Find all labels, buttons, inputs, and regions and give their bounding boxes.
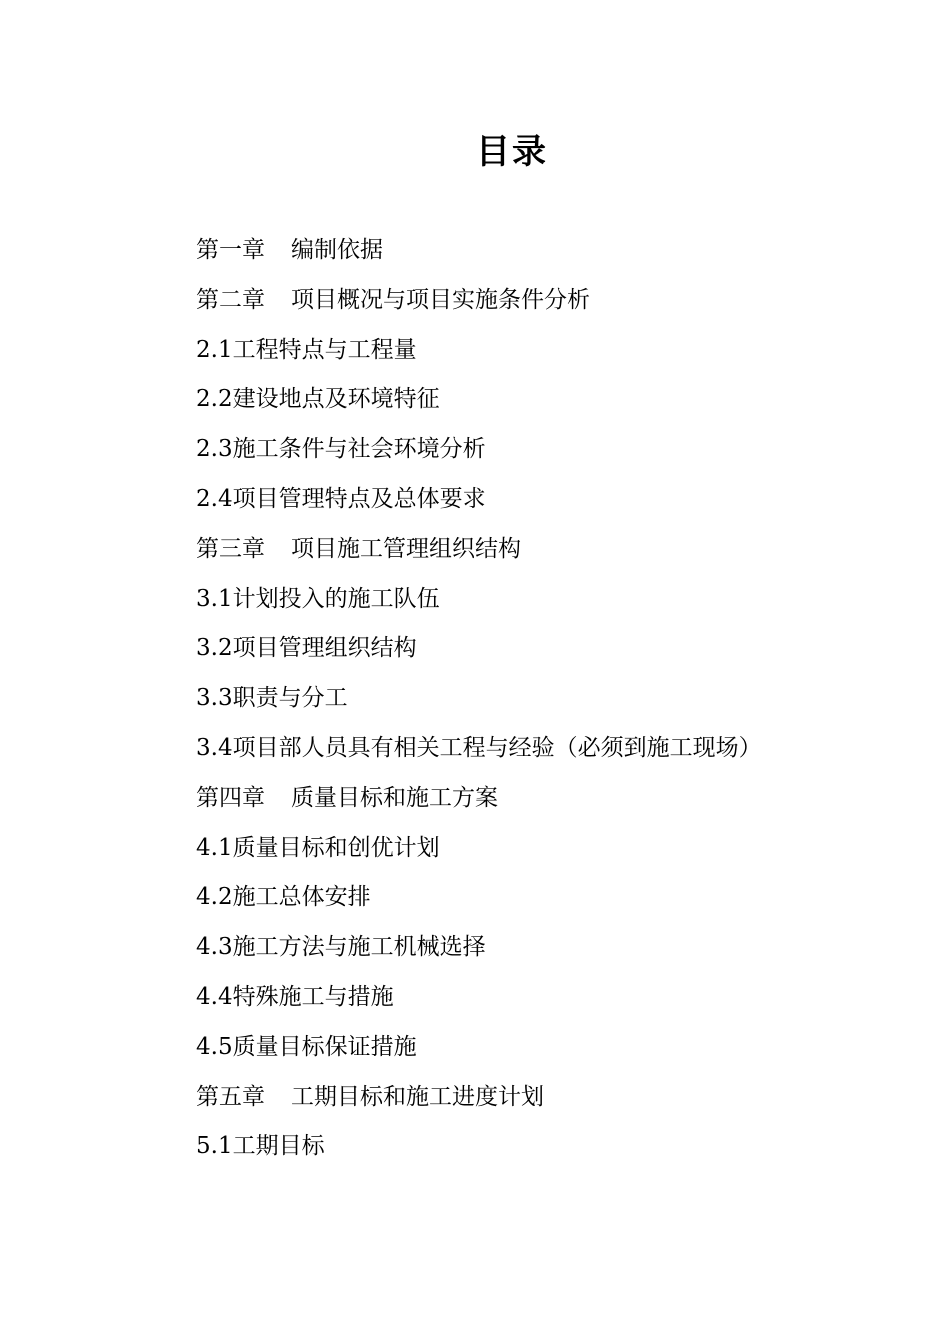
- toc-chapter-1: [144, 226, 824, 276]
- chapter-number: 第五章: [196, 1083, 265, 1110]
- table-of-contents: [144, 226, 824, 1172]
- chapter-title: 项目概况与项目实施条件分析: [291, 286, 590, 313]
- chapter-title: 质量目标和施工方案: [291, 784, 498, 811]
- toc-chapter-4: [144, 774, 824, 824]
- toc-section-2-2: 2.2建设地点及环境特征: [196, 386, 440, 413]
- chapter-title: 项目施工管理组织结构: [291, 535, 521, 562]
- chapter-title: 工期目标和施工进度计划: [291, 1083, 544, 1110]
- toc-section-3-4: 3.4项目部人员具有相关工程与经验（必须到施工现场）: [196, 734, 762, 761]
- toc-section-3-1: 3.1计划投入的施工队伍: [196, 585, 440, 612]
- toc-section-2-3: 2.3施工条件与社会环境分析: [196, 436, 486, 463]
- toc-section-4-3: 4.3施工方法与施工机械选择: [196, 934, 486, 961]
- toc-section-2-4: 2.4项目管理特点及总体要求: [196, 485, 486, 512]
- chapter-number: 第三章: [196, 535, 265, 562]
- toc-section-4-2: 4.2施工总体安排: [196, 884, 371, 911]
- toc-section-4-1: 4.1质量目标和创优计划: [196, 834, 440, 861]
- toc-section-4-5: 4.5质量目标保证措施: [196, 1033, 417, 1060]
- chapter-number: 第二章: [196, 286, 265, 313]
- toc-section-3-3: 3.3职责与分工: [196, 685, 348, 712]
- toc-section-4-4: 4.4特殊施工与措施: [196, 983, 394, 1010]
- page-title: 目录: [476, 132, 548, 172]
- toc-chapter-3: [144, 525, 824, 575]
- toc-section-3-2: 3.2项目管理组织结构: [196, 635, 417, 662]
- chapter-title: 编制依据: [291, 237, 383, 263]
- toc-chapter-5: [144, 1073, 824, 1123]
- chapter-number: 第一章: [196, 237, 265, 263]
- toc-chapter-2: [144, 276, 824, 326]
- toc-section-5-1: 5.1工期目标: [196, 1133, 325, 1160]
- toc-section-2-1: 2.1工程特点与工程量: [196, 336, 417, 363]
- chapter-number: 第四章: [196, 784, 265, 811]
